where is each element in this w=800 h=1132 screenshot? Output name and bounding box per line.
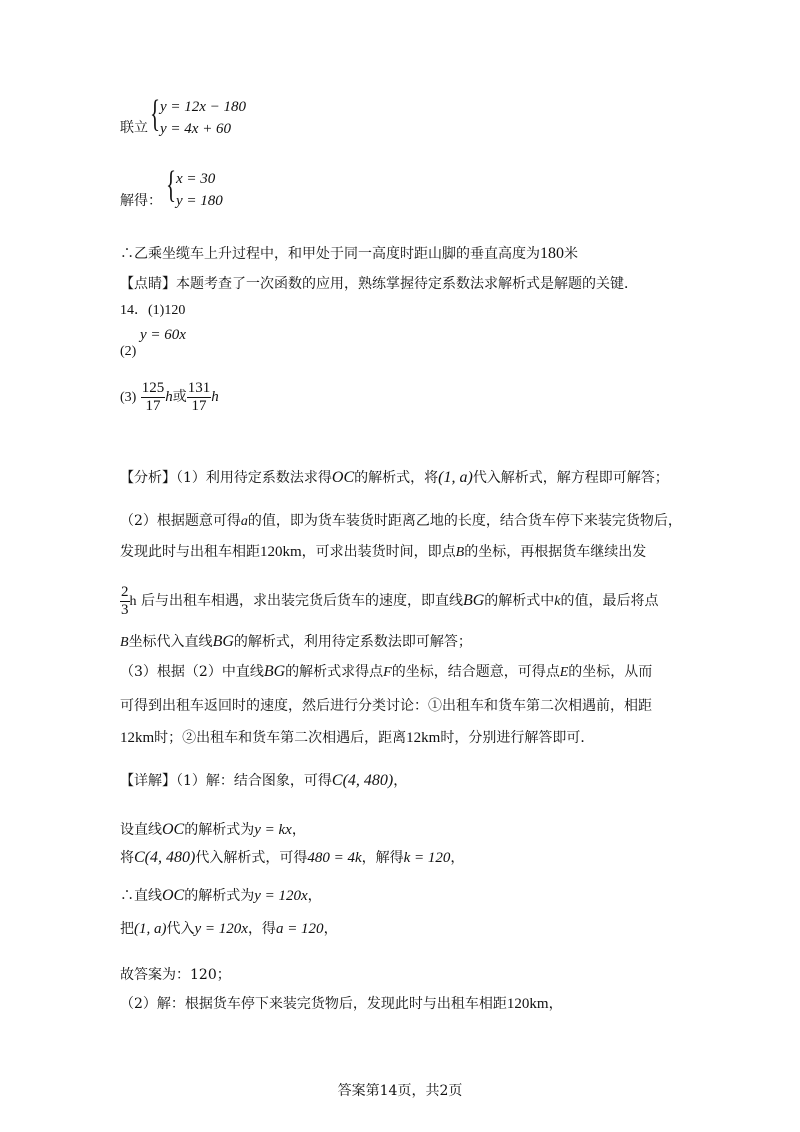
detail-line-1: 【详解】（1）解：结合图象，可得C(4, 480)， [120, 772, 408, 789]
system-label: 联立 [120, 120, 148, 136]
solution-brace: { [166, 164, 177, 206]
solution-label: 解得： [120, 193, 162, 209]
analysis-frac: $\frac{2}{3}$ [121, 584, 129, 618]
detail-line-6: 故答案为：120； [120, 967, 231, 983]
detail-line-5: 把(1, a)代入y = 120x，得a = 120， [120, 921, 338, 937]
page-footer: 答案第14页，共2页 [337, 1083, 463, 1099]
analysis-line-5: B坐标代入直线BG的解析式，利用待定系数法即可解答； [120, 633, 472, 650]
q14-head: 14．(1)120 [120, 303, 186, 318]
analysis-line-7: 可得到出租车返回时的速度，然后进行分类讨论：①出租车和货车第二次相遇前，相距 [120, 698, 652, 714]
q14-frac1: $\frac{125}{17}$ [141, 380, 165, 414]
analysis-line-3: 发现此时与出租车相距120km，可求出装货时间，即点B的坐标，再根据货车继续出发 [120, 544, 647, 560]
analysis-line-4: $\frac{2}{3}$ h 后与出租车相遇，求出装完货后货车的速度，即直线BG的解析式中k的值，最后将点 [121, 584, 659, 618]
analysis-line-2: （2）根据题意可得a的值，即为货车装货时距离乙地的长度，结合货车停下来装完货物后， [120, 513, 682, 529]
detail-line-7: （2）解：根据货车停下来装完货物后，发现此时与出租车相距120km， [120, 996, 563, 1012]
q14-part2-eq: y = 60x [140, 327, 186, 343]
solution-eq1: x = 30 [176, 171, 216, 187]
detail-line-4: ∴直线OC的解析式为y = 120x， [120, 887, 322, 904]
analysis-line-8: 12km时；②出租车和货车第二次相遇后，距离12km时，分别进行解答即可． [120, 730, 595, 746]
comment-line: 【点睛】本题考查了一次函数的应用，熟练掌握待定系数法求解析式是解题的关键． [120, 276, 638, 292]
analysis-line-6: （3）根据（2）中直线BG的解析式求得点F的坐标，结合题意，可得点E的坐标，从而 [120, 663, 653, 680]
q14-frac2: $\frac{131}{17}$ [187, 380, 211, 414]
analysis-line-1: 【分析】（1）利用待定系数法求得OC的解析式，将(1, a)代入解析式，解方程即可解答； [120, 469, 669, 486]
q14-part2-label: (2) [120, 344, 137, 359]
conclusion-line: ∴乙乘坐缆车上升过程中，和甲处于同一高度时距山脚的垂直高度为180米 [120, 245, 578, 262]
detail-line-3: 将C(4, 480)代入解析式，可得480 = 4k，解得k = 120， [120, 849, 465, 866]
solution-eq2: y = 180 [176, 193, 223, 209]
detail-line-2: 设直线OC的解析式为y = kx， [120, 821, 306, 838]
q14-part3: (3) $\frac{125}{17}$ h或 $\frac{131}{17}$ h [120, 380, 219, 414]
system-brace: { [150, 93, 161, 135]
system-eq1: y = 12x − 180 [160, 99, 247, 115]
system-eq2: y = 4x + 60 [160, 121, 232, 137]
